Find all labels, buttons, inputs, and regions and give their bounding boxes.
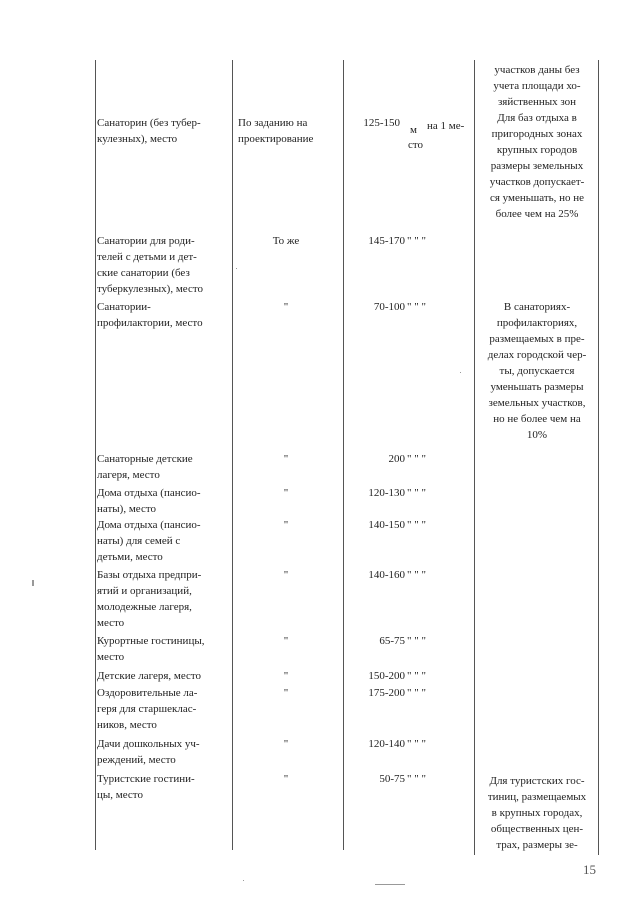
row-name: геря для старшеклас- [97,703,197,715]
row-name: Базы отдыха предпри- [97,569,202,581]
row-name: реждений, место [97,754,176,766]
note-line: участков допускает- [489,176,585,188]
row-unit: " " " [407,301,426,313]
row-basis: " [283,569,289,581]
row-basis: " [283,301,289,313]
row-unit: " " " [407,487,426,499]
row-name: Дома отдыха (пансио- [97,487,201,499]
row-name: Санаторин (без тубер- [97,117,201,129]
note-line: Для баз отдыха в [497,112,577,124]
row-basis: " [283,773,289,785]
scan-speck [243,880,244,881]
row-name: Курортные гостиницы, [97,635,205,647]
note-line: участков даны без [494,64,580,76]
row-name: телей с детьми и дет- [97,251,197,263]
note-line: в крупных городах, [491,807,583,819]
row-name: наты) для семей с [97,535,181,547]
row-name: ников, место [97,719,157,731]
note-line: ся уменьшать, но не [489,192,585,204]
row-name: цы, место [97,789,143,801]
row-basis: " [283,635,289,647]
row-name: Дома отдыха (пансио- [97,519,201,531]
row-value: 145-170 [368,235,405,247]
row-basis: " [283,487,289,499]
row-unit: " " " [407,773,426,785]
note-line: крупных городов [496,144,578,156]
row-name: ятий и организаций, [97,585,192,597]
row-name: Санатории- [97,301,151,313]
note-line: общественных цен- [490,823,584,835]
column-rule-left [95,60,96,850]
row-unit: " " " [407,670,426,682]
row-unit: " " " [407,519,426,531]
row-unit: " " " [407,635,426,647]
note-line: размеры земельных [490,160,584,172]
row-name: ские санатории (без [97,267,190,279]
row-basis: " [283,738,289,750]
row-name: туберкулезных), место [97,283,204,295]
scan-speck [460,372,461,373]
note-line: учета площади хо- [493,80,581,92]
note-line: профилакториях, [496,317,578,329]
note-line: более чем на 25% [495,208,579,220]
row-value: 150-200 [368,670,405,682]
row-basis: " [283,670,289,682]
row-unit: " " " [407,569,426,581]
row-unit: сто [408,139,424,151]
column-rule-3 [474,60,475,855]
row-value: 120-140 [368,738,405,750]
note-line: но не более чем на [493,413,581,425]
row-value: 125-150 [363,117,400,129]
note-line: земельных участков, [488,397,586,409]
row-name: Детские лагеря, место [97,670,202,682]
row-name: профилактории, место [97,317,203,329]
note-line: трах, размеры зе- [496,839,578,851]
row-name: молодежные лагеря, [97,601,192,613]
row-unit: на 1 ме- [427,120,465,132]
row-value: 200 [388,453,405,465]
row-name: кулезных), место [97,133,178,145]
row-value: 175-200 [368,687,405,699]
column-rule-1 [232,60,233,850]
row-value: 70-100 [373,301,405,313]
scan-speck [375,884,405,885]
row-unit: " " " [407,738,426,750]
row-name: место [97,617,125,629]
note-line: делах городской чер- [487,349,587,361]
note-line: В санаториях- [503,301,571,313]
scan-speck [32,580,34,586]
column-rule-2 [343,60,344,850]
scan-speck [236,268,237,269]
page-number: 15 [583,862,596,877]
note-line: пригородных зонах [491,128,583,140]
column-rule-right [598,60,599,855]
row-name: детьми, место [97,551,163,563]
row-basis: проектирование [238,133,314,145]
row-value: 140-150 [368,519,405,531]
row-name: Санатории для роди- [97,235,195,247]
row-basis: " [283,687,289,699]
note-line: размещаемых в пре- [489,333,585,345]
note-line: ты, допускается [499,365,575,377]
row-basis: " [283,453,289,465]
note-line: уменьшать размеры [490,381,584,393]
row-name: наты), место [97,503,157,515]
row-name: место [97,651,125,663]
note-line: 10% [526,429,548,441]
row-basis: То же [272,235,300,247]
row-unit: " " " [407,687,426,699]
row-basis: " [283,519,289,531]
row-value: 65-75 [379,635,405,647]
note-line: зяйственных зон [497,96,577,108]
row-name: Туристские гостини- [97,773,195,785]
row-value: 50-75 [379,773,405,785]
row-value: 140-160 [368,569,405,581]
row-value: 120-130 [368,487,405,499]
row-name: лагеря, место [97,469,160,481]
note-line: тиниц, размещаемых [487,791,587,803]
row-name: Оздоровительные ла- [97,687,198,699]
row-unit: м [410,124,417,136]
row-unit: " " " [407,453,426,465]
row-name: Санаторные детские [97,453,193,465]
row-basis: По заданию на [238,117,308,129]
note-line: Для туристских гос- [489,775,585,787]
row-name: Дачи дошкольных уч- [97,738,200,750]
row-unit: " " " [407,235,426,247]
